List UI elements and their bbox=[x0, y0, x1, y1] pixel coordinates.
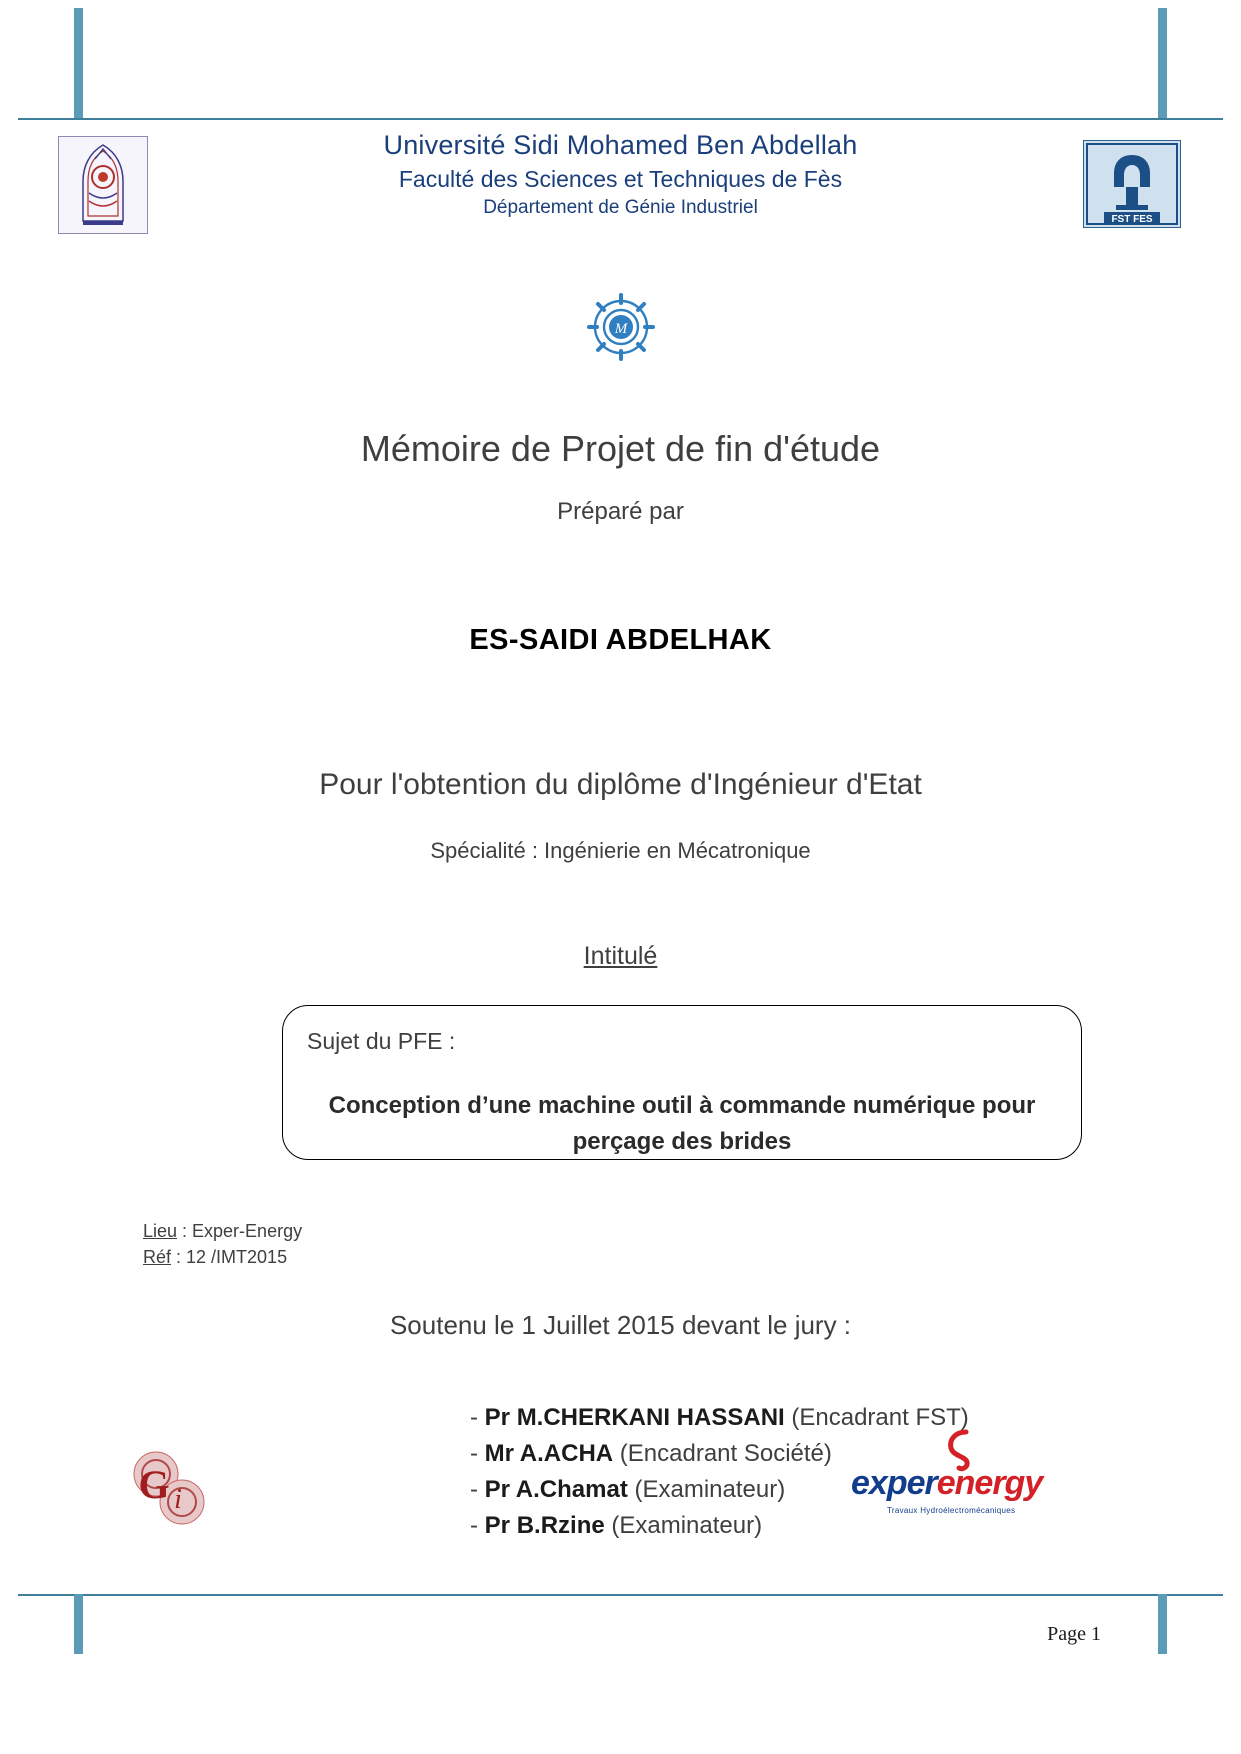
jury-role: (Examinateur) bbox=[604, 1512, 763, 1539]
svg-text:G: G bbox=[138, 1462, 170, 1507]
intitule-label bbox=[0, 942, 1241, 971]
jury-bullet: - bbox=[470, 1476, 485, 1503]
page-title: Mémoire de Projet de fin d'étude bbox=[360, 428, 881, 469]
decor-bar-top-right bbox=[1158, 8, 1167, 120]
company-tagline: Travaux Hydroélectromécaniques bbox=[887, 1506, 1016, 1515]
diploma-line: Pour l'obtention du diplôme d'Ingénieur d'Etat bbox=[319, 768, 922, 801]
ref-label: Réf bbox=[143, 1247, 172, 1268]
jury-name: Pr A.Chamat bbox=[484, 1476, 628, 1503]
jury-bullet: - bbox=[470, 1512, 485, 1539]
defense-line: Soutenu le 1 Juillet 2015 devant le jury : bbox=[389, 1310, 852, 1340]
prepared-by-label: Préparé par bbox=[557, 498, 684, 525]
list-item bbox=[470, 1400, 969, 1436]
place-label: Lieu bbox=[143, 1221, 178, 1241]
exper-energy-logo bbox=[851, 1450, 1081, 1524]
document-header bbox=[0, 128, 1241, 221]
company-name-first: exper bbox=[851, 1464, 937, 1502]
subject-title: Conception d’une machine outil à commande numérique pour perçage des brides bbox=[328, 1092, 1036, 1155]
decor-bar-bottom-left bbox=[74, 1594, 83, 1654]
jury-name: Pr M.CHERKANI HASSANI bbox=[484, 1404, 785, 1431]
subject-box bbox=[282, 1005, 1082, 1160]
company-name-second: energy bbox=[936, 1464, 1043, 1502]
svg-text:i: i bbox=[174, 1484, 182, 1515]
decor-bar-bottom-right bbox=[1158, 1594, 1167, 1654]
intitule-label-text: Intitulé bbox=[583, 942, 658, 970]
ref-value: : 12 /IMT2015 bbox=[171, 1247, 288, 1268]
department-name: Département de Génie Industriel bbox=[483, 196, 758, 218]
author-name: ES-SAIDI ABDELHAK bbox=[469, 624, 772, 656]
svg-text:M: M bbox=[614, 321, 627, 337]
faculty-name: Faculté des Sciences et Techniques de Fès bbox=[398, 165, 843, 192]
jury-name: Pr B.Rzine bbox=[484, 1512, 605, 1539]
header-rule bbox=[18, 118, 1223, 120]
subject-label: Sujet du PFE : bbox=[307, 1028, 456, 1054]
jury-role: (Encadrant Société) bbox=[613, 1440, 832, 1467]
footer-rule bbox=[18, 1594, 1223, 1596]
place-line bbox=[143, 1218, 302, 1244]
meta-block bbox=[143, 1218, 302, 1270]
jury-role: (Encadrant FST) bbox=[784, 1404, 969, 1431]
jury-bullet: - bbox=[470, 1440, 485, 1467]
speciality-line: Spécialité : Ingénierie en Mécatronique bbox=[430, 838, 811, 863]
jury-role: (Examinateur) bbox=[627, 1476, 786, 1503]
genie-industriel-logo bbox=[120, 1440, 224, 1536]
jury-bullet: - bbox=[470, 1404, 485, 1431]
decor-bar-top-left bbox=[74, 8, 83, 120]
jury-name: Mr A.ACHA bbox=[484, 1440, 614, 1467]
university-name: Université Sidi Mohamed Ben Abdellah bbox=[383, 130, 858, 160]
svg-text:FST FES: FST FES bbox=[1111, 214, 1153, 225]
place-value: : Exper-Energy bbox=[177, 1221, 303, 1241]
mechatronics-gear-logo bbox=[573, 288, 669, 366]
ref-line bbox=[143, 1244, 302, 1270]
page-number: Page 1 bbox=[1047, 1623, 1101, 1645]
company-wordmark bbox=[851, 1464, 1042, 1503]
